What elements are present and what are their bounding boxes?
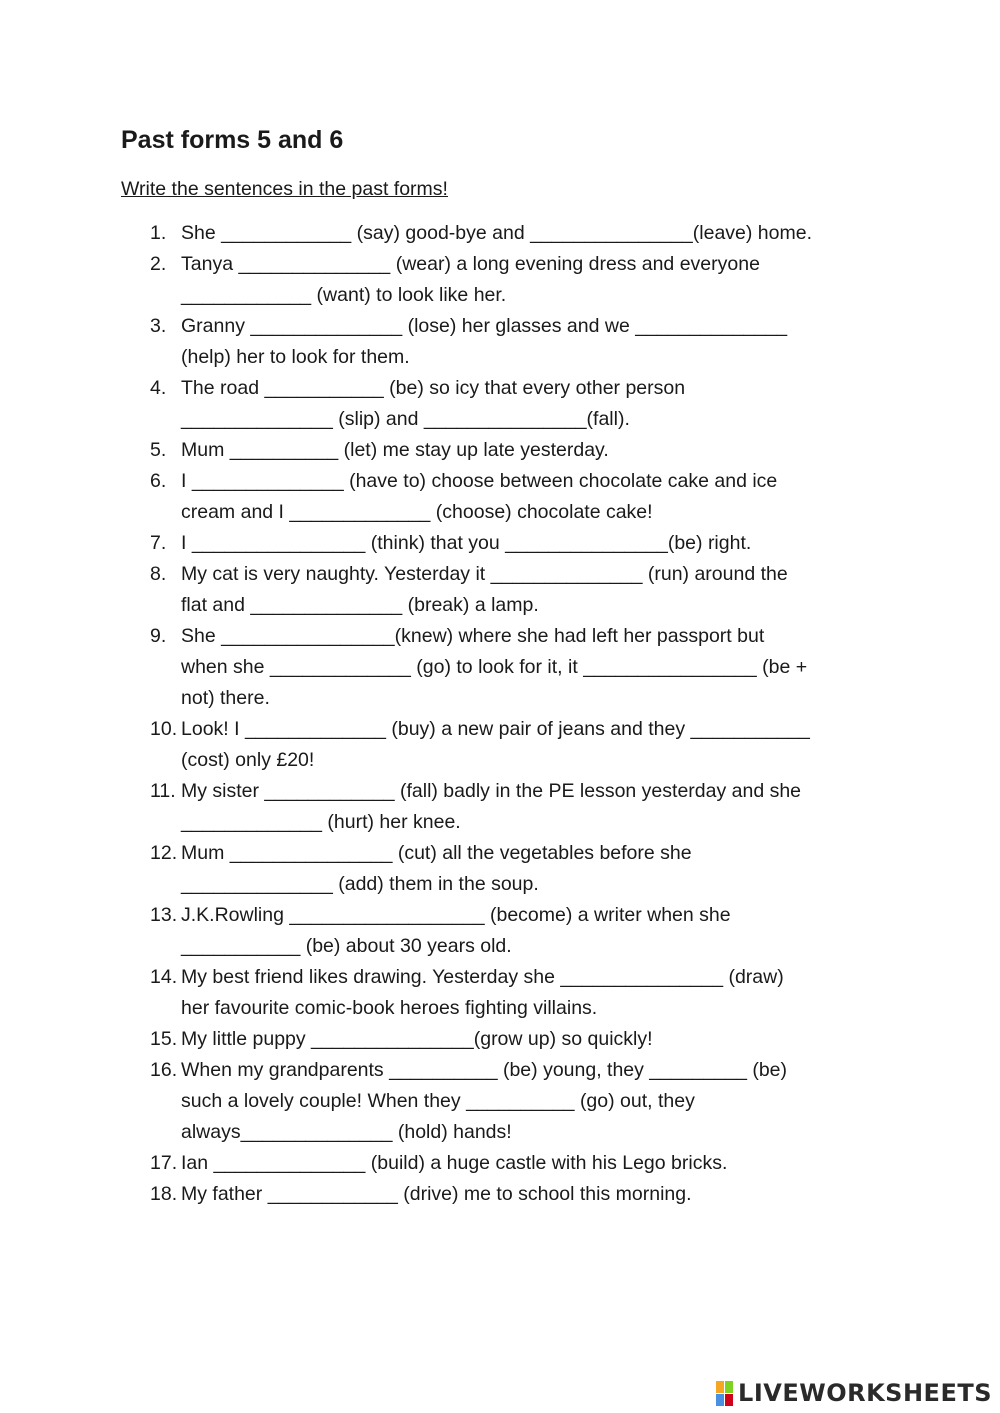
item-text — [181, 962, 890, 1024]
exercise-item — [150, 435, 890, 466]
item-line: My little puppy _______________(grow up) so quickly! — [181, 1028, 653, 1050]
liveworksheets-logo — [716, 1379, 992, 1407]
instruction-text: Write the sentences in the past forms! — [121, 178, 448, 200]
item-number: 18. — [150, 1183, 178, 1205]
item-number: 6. — [150, 470, 167, 492]
exercise-item — [150, 559, 890, 621]
item-text — [181, 1024, 890, 1055]
item-text — [181, 1055, 890, 1148]
item-number: 9. — [150, 625, 167, 647]
exercise-item — [150, 218, 890, 249]
item-line: _____________ (hurt) her knee. — [181, 811, 461, 833]
exercise-item — [150, 528, 890, 559]
item-text — [181, 218, 890, 249]
item-line: Mum _______________ (cut) all the vegetables before she — [181, 842, 692, 864]
item-number: 12. — [150, 842, 178, 864]
exercise-item — [150, 776, 890, 838]
logo-mark-icon — [716, 1381, 733, 1406]
item-text — [181, 435, 890, 466]
item-line: always______________ (hold) hands! — [181, 1121, 512, 1143]
item-line: her favourite comic-book heroes fighting villains. — [181, 997, 598, 1019]
item-line: She ____________ (say) good-bye and _______________(leave) home. — [181, 222, 812, 244]
item-line: When my grandparents __________ (be) young, they _________ (be) — [181, 1059, 788, 1081]
item-text — [181, 621, 890, 714]
item-line: My best friend likes drawing. Yesterday she _______________ (draw) — [181, 966, 784, 988]
exercise-list — [150, 218, 890, 1210]
item-line: (cost) only £20! — [181, 749, 315, 771]
item-number: 1. — [150, 222, 167, 244]
item-text — [181, 900, 890, 962]
item-text — [181, 1148, 890, 1179]
item-line: J.K.Rowling __________________ (become) a writer when she — [181, 904, 731, 926]
item-line: ______________ (add) them in the soup. — [181, 873, 539, 895]
item-text — [181, 373, 890, 435]
item-line: Granny ______________ (lose) her glasses and we ______________ — [181, 315, 788, 337]
logo-square — [725, 1381, 733, 1393]
exercise-item — [150, 311, 890, 373]
item-line: ____________ (want) to look like her. — [181, 284, 507, 306]
exercise-item — [150, 838, 890, 900]
item-text — [181, 838, 890, 900]
item-line: Ian ______________ (build) a huge castle with his Lego bricks. — [181, 1152, 728, 1174]
item-line: Tanya ______________ (wear) a long evening dress and everyone — [181, 253, 760, 275]
item-line: when she _____________ (go) to look for it, it ________________ (be + — [181, 656, 808, 678]
logo-text: LIVEWORKSHEETS — [738, 1379, 992, 1407]
item-line: My father ____________ (drive) me to school this morning. — [181, 1183, 692, 1205]
item-text — [181, 249, 890, 311]
item-text — [181, 311, 890, 373]
item-number: 7. — [150, 532, 167, 554]
item-number: 3. — [150, 315, 167, 337]
item-number: 13. — [150, 904, 178, 926]
item-line: I ________________ (think) that you _______________(be) right. — [181, 532, 752, 554]
item-line: ______________ (slip) and _______________(fall). — [181, 408, 630, 430]
exercise-item — [150, 1148, 890, 1179]
item-text — [181, 466, 890, 528]
item-text — [181, 776, 890, 838]
exercise-item — [150, 962, 890, 1024]
item-line: Mum __________ (let) me stay up late yesterday. — [181, 439, 609, 461]
item-number: 16. — [150, 1059, 178, 1081]
item-line: flat and ______________ (break) a lamp. — [181, 594, 539, 616]
item-line: The road ___________ (be) so icy that every other person — [181, 377, 686, 399]
item-line: She ________________(knew) where she had left her passport but — [181, 625, 765, 647]
item-text — [181, 714, 890, 776]
item-number: 4. — [150, 377, 167, 399]
item-text — [181, 1179, 890, 1210]
exercise-item — [150, 1055, 890, 1148]
item-number: 15. — [150, 1028, 178, 1050]
item-line: ___________ (be) about 30 years old. — [181, 935, 512, 957]
logo-square — [725, 1394, 733, 1406]
exercise-item — [150, 249, 890, 311]
exercise-item — [150, 1024, 890, 1055]
item-line: My sister ____________ (fall) badly in the PE lesson yesterday and she — [181, 780, 802, 802]
exercise-item — [150, 1179, 890, 1210]
item-number: 17. — [150, 1152, 178, 1174]
item-line: cream and I _____________ (choose) chocolate cake! — [181, 501, 653, 523]
item-line: Look! I _____________ (buy) a new pair of jeans and they ___________ — [181, 718, 810, 740]
item-number: 8. — [150, 563, 167, 585]
item-line: I ______________ (have to) choose between chocolate cake and ice — [181, 470, 778, 492]
item-line: such a lovely couple! When they __________ (go) out, they — [181, 1090, 695, 1112]
item-text — [181, 528, 890, 559]
item-line: My cat is very naughty. Yesterday it ______________ (run) around the — [181, 563, 788, 585]
logo-square — [716, 1394, 724, 1406]
exercise-item — [150, 373, 890, 435]
exercise-item — [150, 621, 890, 714]
logo-square — [716, 1381, 724, 1393]
exercise-item — [150, 714, 890, 776]
item-line: (help) her to look for them. — [181, 346, 410, 368]
item-line: not) there. — [181, 687, 270, 709]
item-number: 5. — [150, 439, 167, 461]
exercise-item — [150, 466, 890, 528]
item-number: 10. — [150, 718, 178, 740]
exercise-item — [150, 900, 890, 962]
item-text — [181, 559, 890, 621]
page-title: Past forms 5 and 6 — [121, 126, 344, 154]
item-number: 11. — [150, 780, 176, 802]
item-number: 14. — [150, 966, 178, 988]
item-number: 2. — [150, 253, 167, 275]
